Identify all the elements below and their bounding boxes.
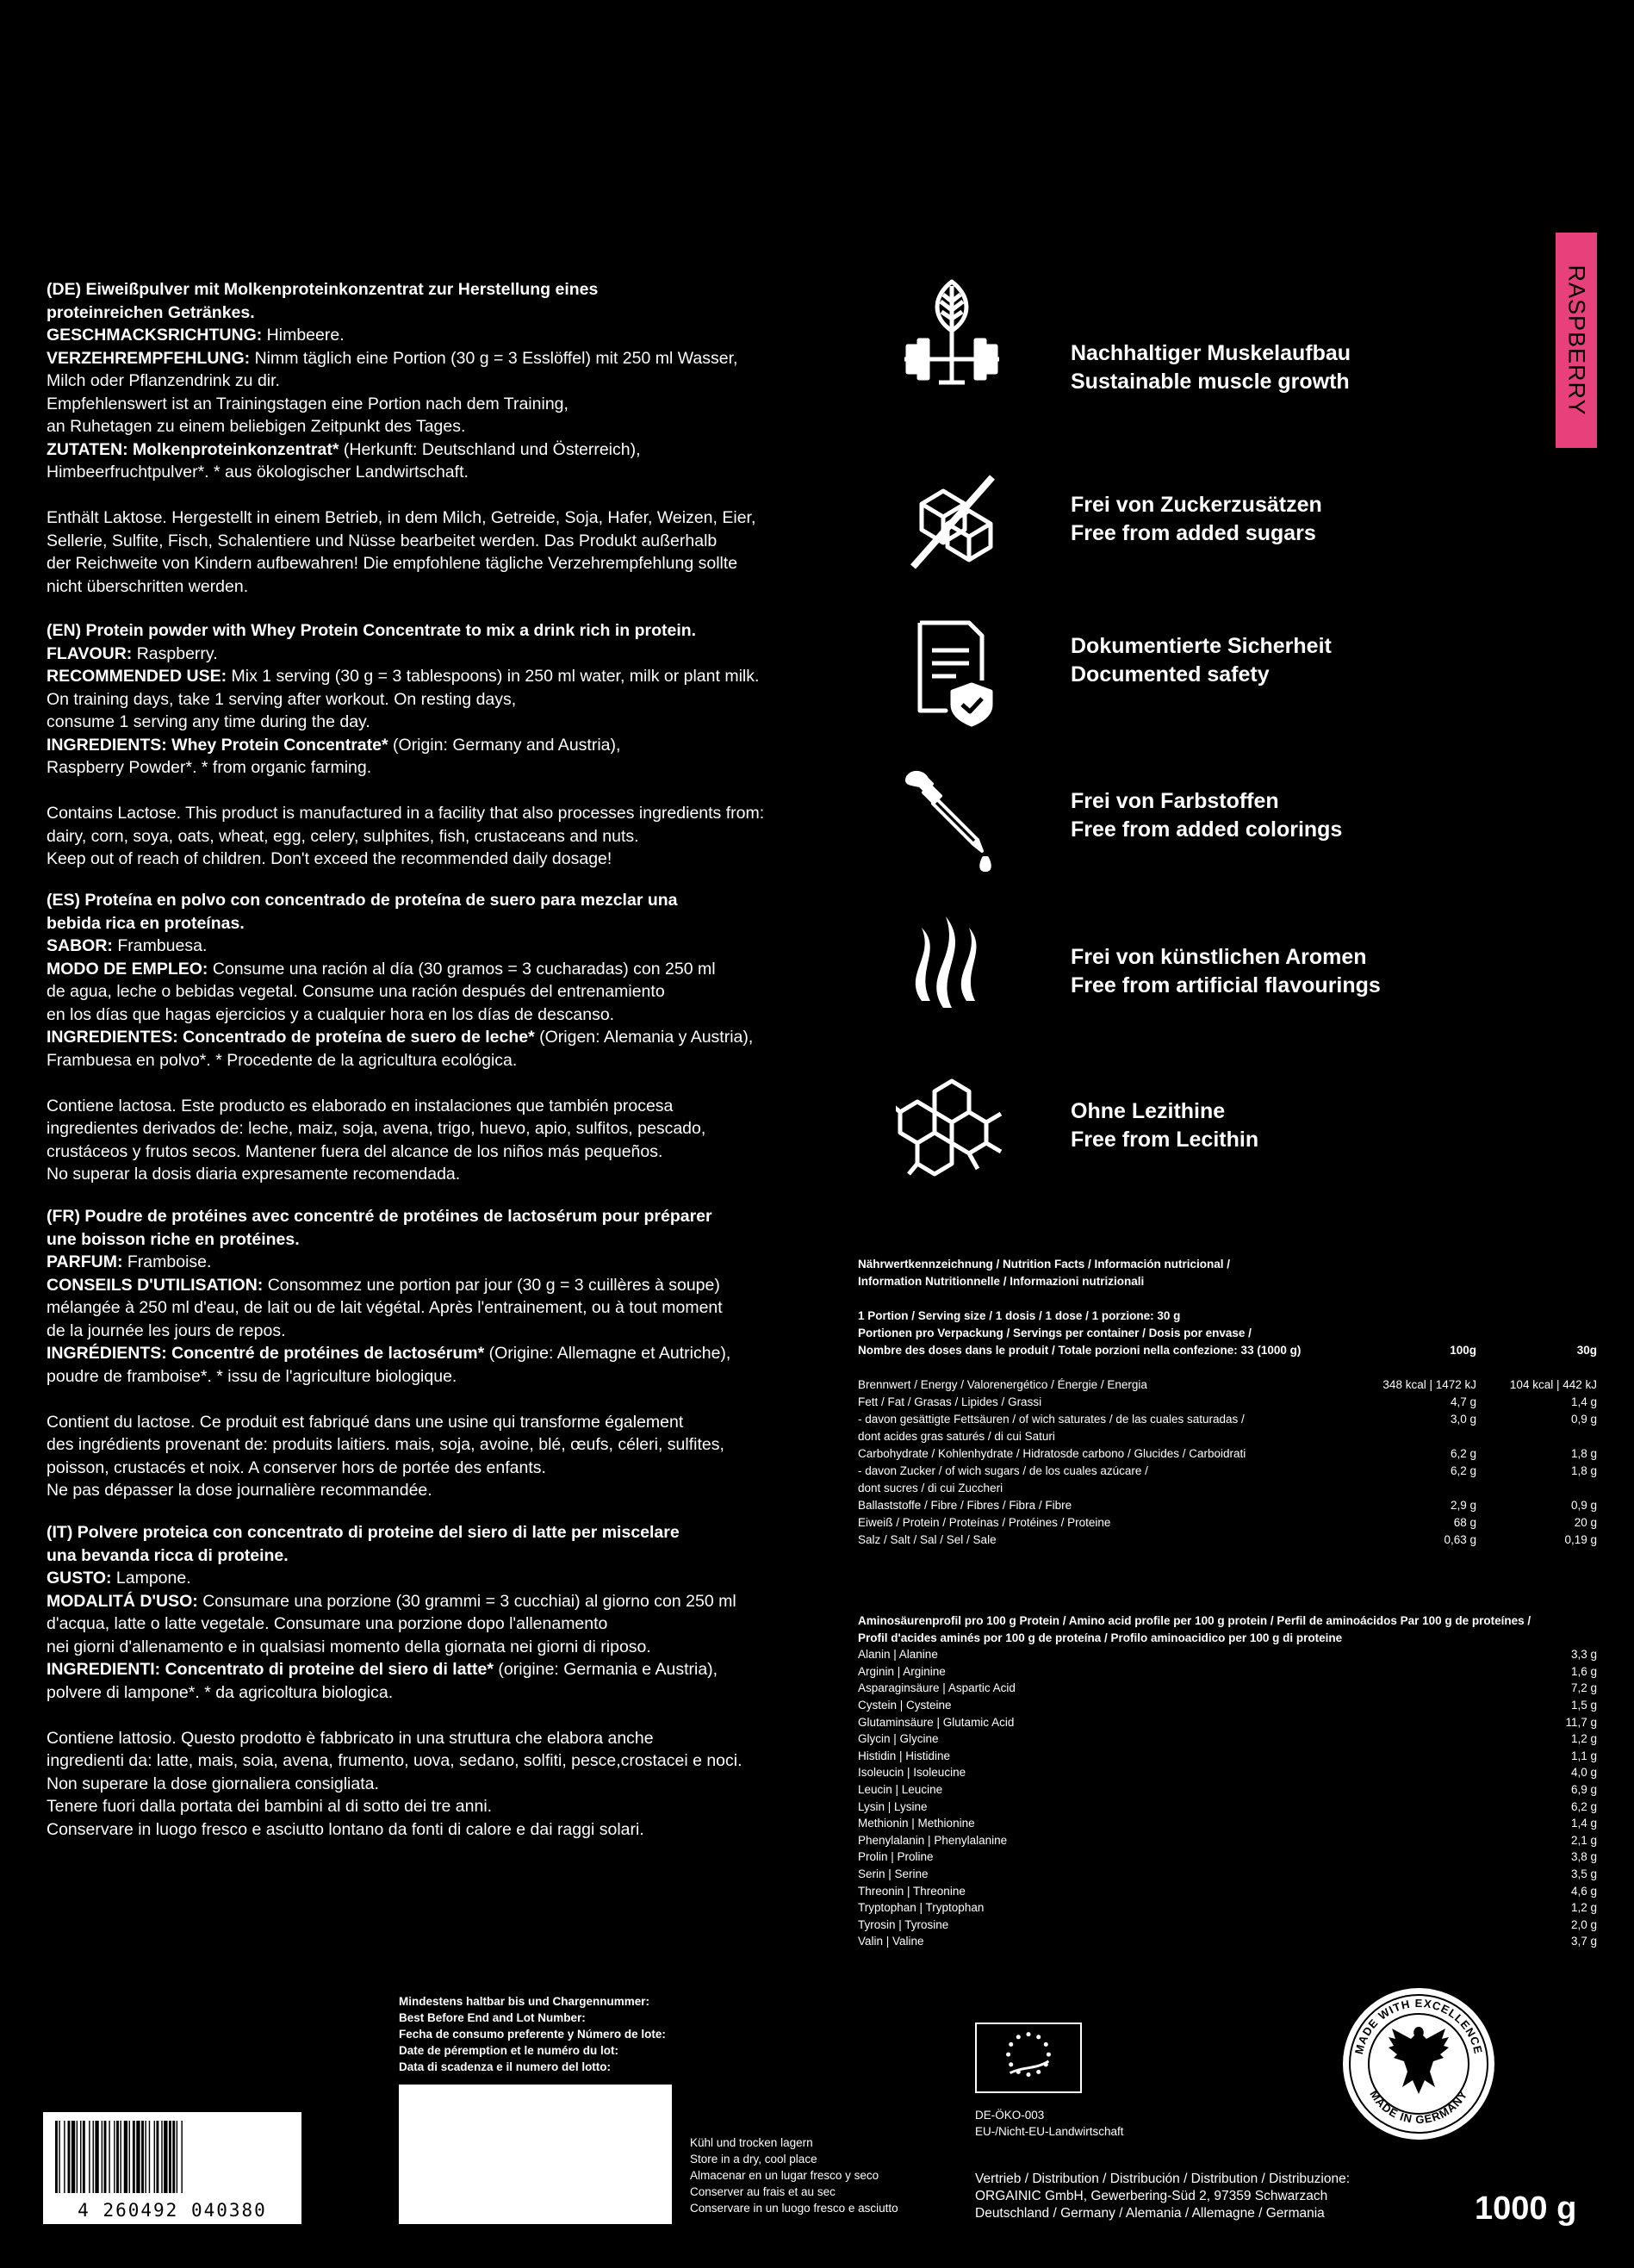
text-line: Best Before End and Lot Number: bbox=[399, 2011, 586, 2024]
text-line: polvere di lampone*. * da agricoltura biologica. bbox=[47, 1682, 394, 1702]
distribution-info bbox=[975, 2171, 1457, 2222]
text-line: Sellerie, Sulfite, Fisch, Schalentiere und Nüsse bearbeitet werden. Das Produkt außerhalb bbox=[47, 531, 718, 550]
document-shield-icon bbox=[896, 616, 1008, 728]
text-line bbox=[47, 780, 805, 803]
fitness-plant-icon bbox=[896, 277, 1008, 389]
text-line: VERZEHREMPFEHLUNG: Nimm täglich eine Portion (30 g = 3 Esslöffel) mit 250 ml Wasser, bbox=[47, 348, 738, 368]
text-line: ingredienti da: latte, mais, soia, avena, frumento, uova, sedano, solfiti, pesce,crostacei e noci. bbox=[47, 1751, 742, 1770]
text-line: an Ruhetagen zu einem beliebigen Zeitpunkt des Tages. bbox=[47, 417, 466, 436]
nutrition-row: dont acides gras saturés / di cui Saturi bbox=[858, 1430, 1055, 1443]
text-line: de la journée les jours de repos. bbox=[47, 1320, 286, 1340]
text-line bbox=[47, 1388, 805, 1411]
text-line: Data di scadenza e il numero del lotto: bbox=[399, 2060, 612, 2073]
amino-row: Valin | Valine 3,7 g bbox=[858, 1935, 1597, 1948]
text-line: MODALITÁ D'USO: Consumare una porzione (30 grammi = 3 cucchiai) al giorno con 250 ml bbox=[47, 1591, 736, 1611]
text-line: Non superare la dose giornaliera consigliata. bbox=[47, 1774, 379, 1793]
text-line: des ingrédients provenant de: produits laitiers. mais, soja, avoine, blé, œufs, céleri, sulfites, bbox=[47, 1435, 724, 1454]
barcode-number: 4 260492 040380 bbox=[78, 2200, 267, 2221]
text-block-es bbox=[47, 889, 805, 1186]
text-line: nicht überschritten werden. bbox=[47, 576, 249, 596]
text-line: Ne pas dépasser la dose journalière recommandée. bbox=[47, 1481, 432, 1500]
text-line: MODO DE EMPLEO: Consume una ración al día (30 gramos = 3 cucharadas) con 250 ml bbox=[47, 959, 716, 979]
text-block-fr bbox=[47, 1205, 805, 1502]
text-line: proteinreichen Getränkes. bbox=[47, 302, 255, 322]
text-line bbox=[47, 1704, 805, 1727]
made-in-germany-seal bbox=[1340, 1985, 1497, 2142]
text-line: Contiene lactosa. Este producto es elaborado en instalaciones que también procesa bbox=[47, 1096, 674, 1115]
text-line: poudre de framboise*. * issu de l'agriculture biologique. bbox=[47, 1366, 457, 1386]
text-line: Raspberry Powder*. * from organic farming. bbox=[47, 758, 372, 777]
net-weight: 1000 g bbox=[1475, 2190, 1577, 2227]
text-line: Contient du lactose. Ce produit est fabriqué dans une usine qui transforme également bbox=[47, 1412, 684, 1432]
amino-row: Lysin | Lysine 6,2 g bbox=[858, 1799, 1597, 1813]
storage-instructions bbox=[690, 2134, 948, 2216]
amino-row: Tyrosin | Tyrosine 2,0 g bbox=[858, 1917, 1597, 1931]
text-line: (FR) Poudre de protéines avec concentré de protéines de lactosérum pour préparer bbox=[47, 1207, 712, 1226]
lot-number-box bbox=[399, 2085, 672, 2224]
text-line: (ES) Proteína en polvo con concentrado de proteína de suero para mezclar una bbox=[47, 891, 678, 910]
text-block-it bbox=[47, 1521, 805, 1841]
text-line: Conserver au frais et au sec bbox=[690, 2185, 836, 2198]
nutrition-row: Brennwert / Energy / Valorenergético / Énergie / Energia 348 kcal | 1472 kJ 104 kcal | 442 kJ bbox=[858, 1378, 1597, 1391]
text-line: Date de péremption et le numéro du lot: bbox=[399, 2044, 619, 2057]
text-line: FLAVOUR: Raspberry. bbox=[47, 643, 218, 663]
text-line: Conservare in un luogo fresco e asciutto bbox=[690, 2202, 898, 2215]
text-line: SABOR: Frambuesa. bbox=[47, 936, 208, 955]
text-line: de agua, leche o bebidas vegetal. Consume una ración después del entrenamiento bbox=[47, 982, 665, 1001]
organic-code: DE-ÖKO-003 EU-/Nicht-EU-Landwirtschaft bbox=[975, 2109, 1124, 2138]
aroma-icon bbox=[896, 906, 1008, 1018]
text-line: der Reichweite von Kindern aufbewahren! Die empfohlene tägliche Verzehrempfehlung sollte bbox=[47, 554, 738, 573]
text-line: mélangée à 250 ml d'eau, de lait ou de lait végétal. Après l'entrainement, ou à tout moment bbox=[47, 1298, 723, 1317]
nutrition-row: dont sucres / di cui Zuccheri bbox=[858, 1482, 1003, 1494]
dropper-icon bbox=[896, 765, 1008, 877]
nutrition-row: Salz / Salt / Sal / Sel / Sale 0,63 g 0,19 g bbox=[858, 1533, 1597, 1546]
text-line: Contains Lactose. This product is manufactured in a facility that also processes ingredients from: bbox=[47, 804, 765, 823]
nutrition-row: Fett / Fat / Grasas / Lipides / Grassi 4,7 g 1,4 g bbox=[858, 1395, 1597, 1408]
text-line: Frambuesa en polvo*. * Procedente de la agricultura ecológica. bbox=[47, 1050, 518, 1070]
amino-row: Leucin | Leucine 6,9 g bbox=[858, 1782, 1597, 1796]
text-line: consume 1 serving any time during the day. bbox=[47, 712, 370, 731]
text-line: INGREDIENTS: Whey Protein Concentrate* (Origin: Germany and Austria), bbox=[47, 735, 621, 755]
amino-row: Isoleucin | Isoleucine 4,0 g bbox=[858, 1766, 1597, 1780]
text-line: RECOMMENDED USE: Mix 1 serving (30 g = 3 tablespoons) in 250 ml water, milk or plant milk. bbox=[47, 667, 760, 686]
flavour-tag: RASPBERRY bbox=[1556, 233, 1597, 448]
text-line: Deutschland / Germany / Alemania / Allemagne / Germania bbox=[975, 2206, 1325, 2221]
barcode-bars bbox=[55, 2121, 296, 2193]
text-line: On training days, take 1 serving after workout. On resting days, bbox=[47, 689, 517, 709]
text-line: INGRÉDIENTS: Concentré de protéines de lactosérum* (Origine: Allemagne et Autriche), bbox=[47, 1344, 731, 1363]
text-line: GESCHMACKSRICHTUNG: Himbeere. bbox=[47, 326, 345, 345]
barcode bbox=[43, 2112, 301, 2224]
nutrition-row: Carbohydrate / Kohlenhydrate / Hidratosde carbono / Glucides / Carboidrati 6,2 g 1,8 g bbox=[858, 1447, 1597, 1460]
text-line: Fecha de consumo preferente y Número de lote: bbox=[399, 2028, 666, 2041]
amino-row: Threonin | Threonine 4,6 g bbox=[858, 1884, 1597, 1898]
text-line: Enthält Laktose. Hergestellt in einem Betrieb, in dem Milch, Getreide, Soja, Hafer, Weizen, Eier, bbox=[47, 508, 756, 527]
text-line: d'acqua, latte o latte vegetale. Consumare una porzione dopo l'allenamento bbox=[47, 1614, 608, 1633]
svg-text:MADE IN GERMANY: MADE IN GERMANY bbox=[1367, 2087, 1470, 2127]
eu-organic-logo bbox=[975, 2023, 1082, 2093]
text-line: Himbeerfruchtpulver*. * aus ökologischer Landwirtschaft. bbox=[47, 463, 469, 482]
amino-row: Cystein | Cysteine 1,5 g bbox=[858, 1698, 1597, 1712]
text-line: Empfehlenswert ist an Trainingstagen eine Portion nach dem Training, bbox=[47, 394, 568, 413]
text-line: poisson, crustacés et noix. A conserver hors de portée des enfants. bbox=[47, 1457, 546, 1477]
text-block-de bbox=[47, 278, 805, 598]
text-line: INGREDIENTES: Concentrado de proteína de suero de leche* (Origen: Alemania y Austria), bbox=[47, 1028, 754, 1047]
text-line: Conservare in luogo fresco e asciutto lontano da fonti di calore e dai raggi solari. bbox=[47, 1819, 644, 1839]
text-line: Almacenar en un lugar fresco y seco bbox=[690, 2169, 879, 2182]
text-line: Vertrieb / Distribution / Distribución / Distribution / Distribuzione: bbox=[975, 2172, 1351, 2186]
molecule-icon bbox=[896, 1072, 1008, 1184]
amino-acid-table: Aminosäurenprofil pro 100 g Protein / Amino acid profile per 100 g protein / Perfil de aminoácidos Par 100 g de proteínes / Profil d'acides aminés por 100 g de proteína / Profilo aminoacidico per 100 g di proteine Alanin | Alanine 3,3 g Arginin | Arginine 1,6 g Asparaginsäure | Aspartic Acid 7,2 g Cystein | Cysteine 1,5 g Glutaminsäure | Glutamic Acid 11,7 g Glycin | Glycine 1,2 g Histidin | Histidine 1,1 g Isoleucin | Isoleucine 4,0 g Leucin | Leucine 6,9 g Lysin | Lysine 6,2 g Methionin | Methionine 1,4 g Phenylalanin | Phenylalanine 2,1 g Prolin | Proline 3,8 g Serin | Serine 3,5 g Threonin | Threonine 4,6 g Tryptophan | Tryptophan 1,2 g Tyrosin | Tyrosine 2,0 g Valin | Valine 3,7 g bbox=[858, 1612, 1597, 1950]
amino-row: Arginin | Arginine 1,6 g bbox=[858, 1664, 1597, 1678]
nutrition-row: Ballaststoffe / Fibre / Fibres / Fibra / Fibre 2,9 g 0,9 g bbox=[858, 1499, 1597, 1512]
text-line: crustáceos y frutos secos. Mantener fuera del alcance de los niños más pequeños. bbox=[47, 1141, 663, 1161]
text-line: ingredientes derivados de: leche, maiz, soja, avena, trigo, huevo, apio, sulfitos, pescado, bbox=[47, 1119, 706, 1138]
text-line: ORGAINIC GmbH, Gewerbering-Süd 2, 97359 Schwarzach bbox=[975, 2189, 1328, 2203]
text-line: Keep out of reach of children. Don't exceed the recommended daily dosage! bbox=[47, 849, 612, 868]
text-line: INGREDIENTI: Concentrato di proteine del siero di latte* (origine: Germania e Austria), bbox=[47, 1660, 718, 1679]
nutrition-row: Eiweiß / Protein / Proteínas / Protéines / Proteine 68 g 20 g bbox=[858, 1516, 1597, 1529]
text-line: CONSEILS D'UTILISATION: Consommez une portion par jour (30 g = 3 cuillères à soupe) bbox=[47, 1275, 720, 1295]
amino-row: Glycin | Glycine 1,2 g bbox=[858, 1732, 1597, 1746]
text-block-en bbox=[47, 619, 805, 871]
amino-row: Phenylalanin | Phenylalanine 2,1 g bbox=[858, 1833, 1597, 1847]
lot-label bbox=[399, 1993, 743, 2075]
text-line: (IT) Polvere proteica con concentrato di proteine del siero di latte per miscelare bbox=[47, 1523, 680, 1542]
nutrition-row: - davon Zucker / of wich sugars / de los cuales azúcare / 6,2 g 1,8 g bbox=[858, 1464, 1597, 1477]
text-line: (EN) Protein powder with Whey Protein Concentrate to mix a drink rich in protein. bbox=[47, 621, 697, 640]
svg-text:MADE WITH EXCELLENCE: MADE WITH EXCELLENCE bbox=[1351, 1996, 1486, 2056]
text-line: Kühl und trocken lagern bbox=[690, 2136, 813, 2149]
text-line: No superar la dosis diaria expresamente recomendada. bbox=[47, 1165, 461, 1184]
text-line: dairy, corn, soya, oats, wheat, egg, celery, sulphites, fish, crustaceans and nuts. bbox=[47, 826, 639, 846]
amino-row: Glutaminsäure | Glutamic Acid 11,7 g bbox=[858, 1715, 1597, 1729]
text-line: una bevanda ricca di proteine. bbox=[47, 1545, 289, 1565]
amino-row: Serin | Serine 3,5 g bbox=[858, 1867, 1597, 1880]
text-line bbox=[47, 484, 805, 507]
text-line: PARFUM: Framboise. bbox=[47, 1252, 212, 1271]
amino-row: Alanin | Alanine 3,3 g bbox=[858, 1648, 1597, 1662]
text-line: Store in a dry, cool place bbox=[690, 2153, 817, 2165]
text-line bbox=[47, 1072, 805, 1095]
nutrition-facts-table: Nährwertkennzeichnung / Nutrition Facts / Información nutricional / Information Nutritionnelle / Informazioni nutrizionali 1 Portion / Serving size / 1 dosis / 1 dose / 1 porzione: 30 g Portionen pro Verpackung / Servings per container / Dosis por envase / Nombre des doses dans le produit / Totale porzioni nella confezione: 33 (1000 g) 100g 30g Brennwert / Energy / Valorenergético / Énergie / Energia 348 kcal | 1472 kJ 104 kcal | 442 kJ Fett / Fat / Grasas / Lipides / Grassi 4,7 g 1,4 g - davon gesättigte Fettsäuren / of wich saturates / de las cuales saturadas / 3,0 g 0,9 g dont acides gras saturés / di cui Saturi Carbohydrate / Kohlenhydrate / Hidratosde carbono / Glucides / Carboidrati 6,2 g 1,8 g - davon Zucker / of wich sugars / de los cuales azúcare / 6,2 g 1,8 g dont sucres / di cui Zuccheri Ballaststoffe / Fibre / Fibres / Fibra / Fibre 2,9 g 0,9 g Eiweiß / Protein / Proteínas / Protéines / Proteine 68 g 20 g Salz / Salt / Sal / Sel / Sale 0,63 g 0,19 g bbox=[858, 1256, 1597, 1549]
amino-row: Tryptophan | Tryptophan 1,2 g bbox=[858, 1901, 1597, 1915]
amino-row: Histidin | Histidine 1,1 g bbox=[858, 1749, 1597, 1762]
amino-row: Asparaginsäure | Aspartic Acid 7,2 g bbox=[858, 1681, 1597, 1695]
text-line: Mindestens haltbar bis und Chargennummer: bbox=[399, 1995, 650, 2008]
nutrition-header-row: Nombre des doses dans le produit / Totale porzioni nella confezione: 33 (1000 g) 100g 30g bbox=[858, 1344, 1597, 1357]
text-line: bebida rica en proteínas. bbox=[47, 913, 245, 933]
text-line: (DE) Eiweißpulver mit Molkenproteinkonzentrat zur Herstellung eines bbox=[47, 280, 599, 299]
text-line: en los días que hagas ejercicios y a cualquier hora en los días de descanso. bbox=[47, 1004, 615, 1024]
text-line: une boisson riche en protéines. bbox=[47, 1229, 300, 1249]
text-line: Contiene lattosio. Questo prodotto è fabbricato in una struttura che elabora anche bbox=[47, 1728, 654, 1748]
text-line: Tenere fuori dalla portata dei bambini al di sotto dei tre anni. bbox=[47, 1797, 493, 1816]
text-line: Milch oder Pflanzendrink zu dir. bbox=[47, 371, 280, 390]
amino-row: Prolin | Proline 3,8 g bbox=[858, 1850, 1597, 1864]
text-line: GUSTO: Lampone. bbox=[47, 1569, 191, 1588]
amino-row: Methionin | Methionine 1,4 g bbox=[858, 1817, 1597, 1830]
nutrition-row: - davon gesättigte Fettsäuren / of wich saturates / de las cuales saturadas / 3,0 g 0,9 g bbox=[858, 1413, 1597, 1426]
text-line: nei giorni d'allenamento e in qualsiasi momento della giornata nei giorni di riposo. bbox=[47, 1637, 651, 1656]
text-line: ZUTATEN: Molkenproteinkonzentrat* (Herkunft: Deutschland und Österreich), bbox=[47, 439, 641, 459]
no-sugar-icon bbox=[896, 465, 1008, 577]
